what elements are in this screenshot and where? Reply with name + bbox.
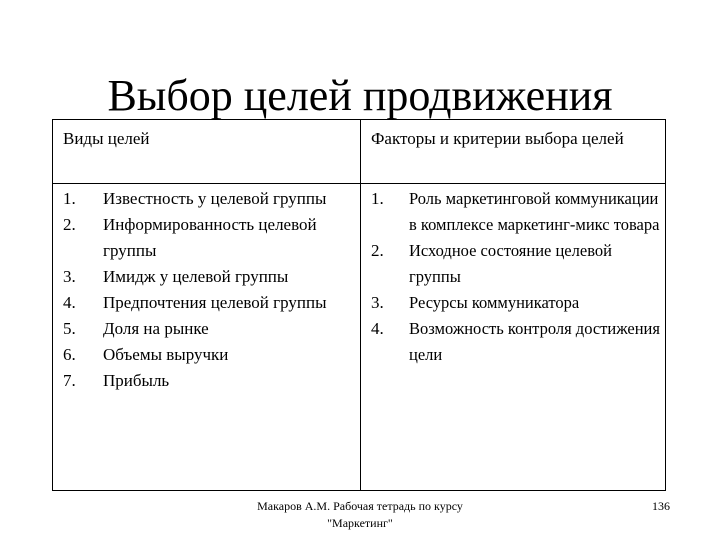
item-text: Имидж у целевой группы [103, 267, 289, 286]
list-item [63, 342, 353, 368]
item-text: Прибыль [103, 371, 170, 390]
table-header-divider [53, 183, 665, 184]
item-text: Информированность целевой группы [103, 215, 317, 260]
page-number: 136 [652, 499, 670, 513]
item-number: 4. [371, 319, 384, 338]
item-text: Ресурсы коммуникатора [409, 293, 580, 312]
list-item [63, 186, 353, 212]
table-column-divider [360, 120, 361, 490]
list-item [371, 316, 661, 368]
item-number: 1. [371, 189, 384, 208]
goals-table [52, 119, 666, 491]
item-text: Возможность контроля достижения цели [409, 319, 660, 364]
item-text: Роль маркетинговой коммуникации в комплексе маркетинг-микс товара [409, 189, 660, 234]
item-number: 5. [63, 319, 76, 338]
item-number: 7. [63, 371, 76, 390]
list-item [63, 290, 353, 316]
item-number: 3. [63, 267, 76, 286]
footer-source: Макаров А.М. Рабочая тетрадь по курсу "Маркетинг" [257, 499, 463, 530]
goal-types-list [63, 186, 353, 394]
item-text: Доля на рынке [103, 319, 209, 338]
list-item [63, 212, 353, 264]
item-number: 6. [63, 345, 76, 364]
slide-title: Выбор целей продвижения [107, 71, 613, 120]
list-item [63, 368, 353, 394]
header-selection-factors: Факторы и критерии выбора целей [371, 129, 624, 148]
selection-factors-list [371, 186, 661, 368]
item-text: Известность у целевой группы [103, 189, 327, 208]
item-number: 4. [63, 293, 76, 312]
list-item [371, 290, 661, 316]
item-text: Предпочтения целевой группы [103, 293, 327, 312]
item-number: 3. [371, 293, 384, 312]
list-item [371, 238, 661, 290]
list-item [371, 186, 661, 238]
item-text: Исходное состояние целевой группы [409, 241, 612, 286]
item-text: Объемы выручки [103, 345, 229, 364]
item-number: 1. [63, 189, 76, 208]
list-item [63, 264, 353, 290]
header-goal-types: Виды целей [63, 129, 150, 148]
item-number: 2. [63, 215, 76, 234]
item-number: 2. [371, 241, 384, 260]
list-item [63, 316, 353, 342]
